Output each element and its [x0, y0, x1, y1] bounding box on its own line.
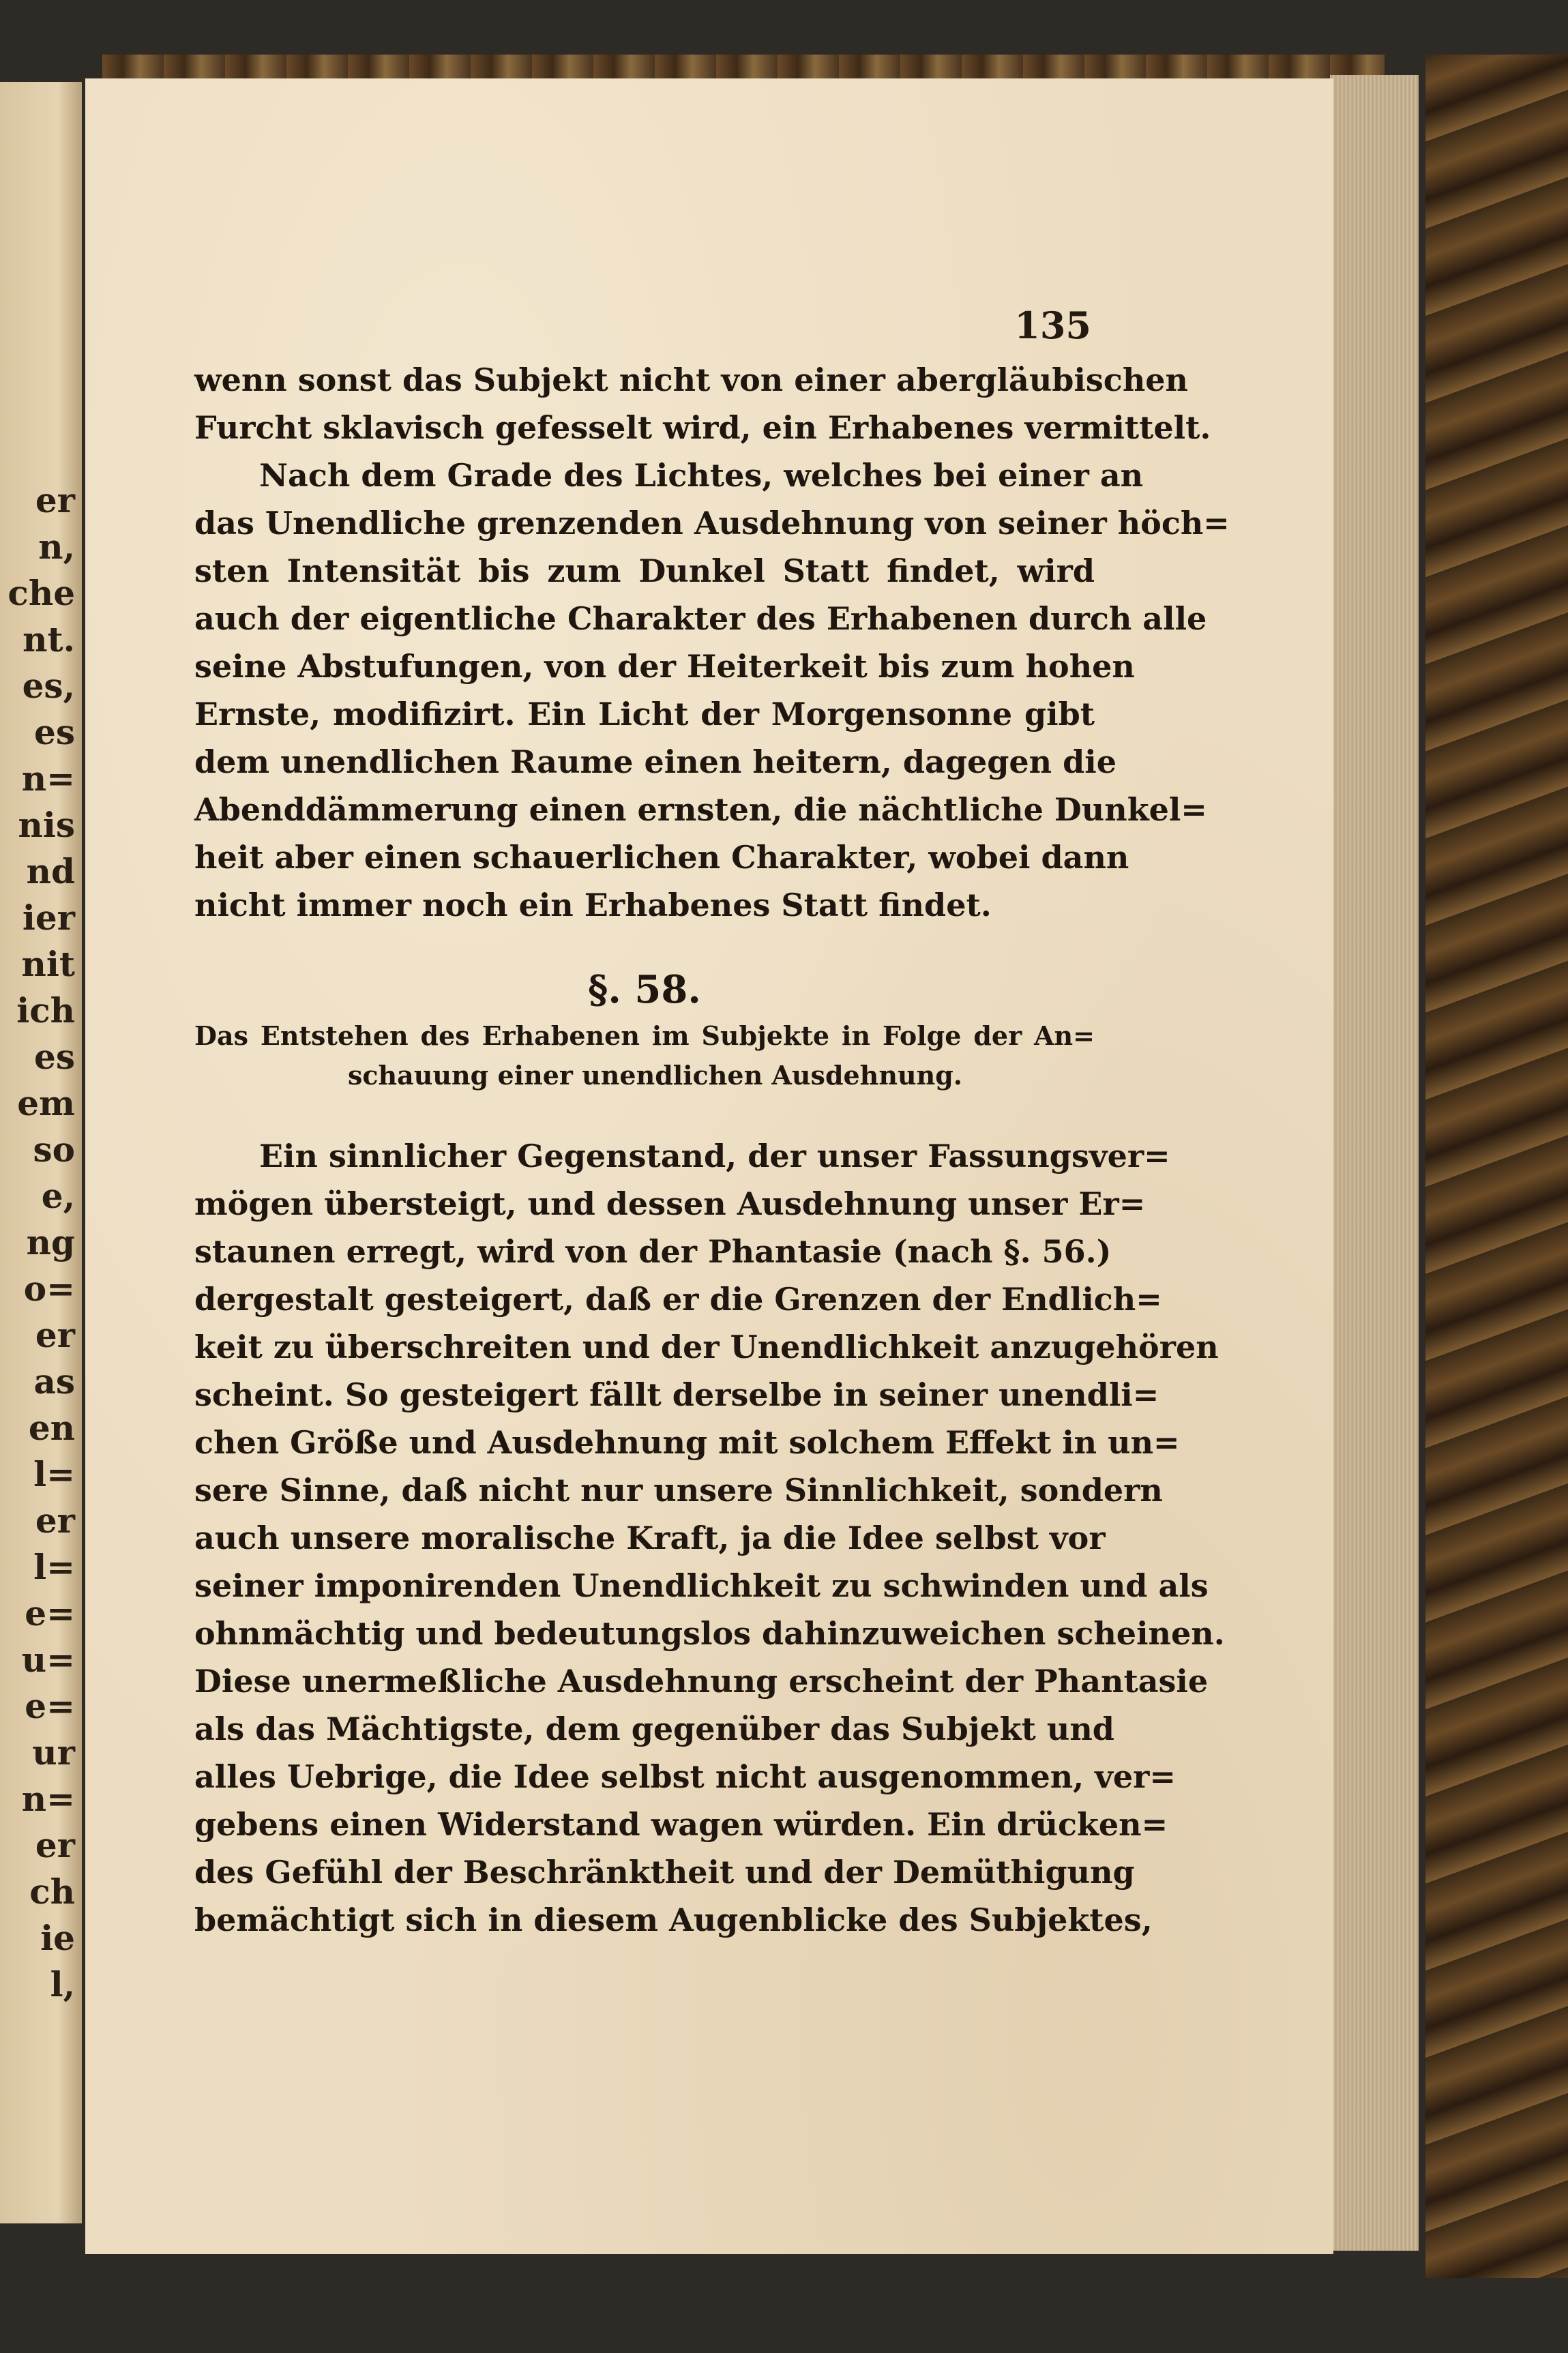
text-line: seine Abstufungen, von der Heiterkeit bis zum hohen [194, 648, 1135, 685]
left-page-fragment: es [34, 712, 75, 752]
text-line: seiner imponirenden Unendlichkeit zu schwinden und als [194, 1567, 1209, 1604]
left-page-fragment: u= [21, 1640, 75, 1680]
left-page-fragment: o= [23, 1269, 75, 1309]
left-page-fragment: ur [32, 1732, 75, 1773]
left-page-fragment: che [8, 573, 75, 613]
text-line: als das Mächtigste, dem gegenüber das Subjekt und [194, 1711, 1114, 1747]
left-page-text-fragments [0, 477, 75, 2008]
left-page-fragment: so [33, 1129, 75, 1170]
left-page-fragment: nt. [23, 619, 75, 660]
left-page-fragment: e, [41, 1176, 75, 1216]
left-page-fragment: nis [18, 805, 75, 845]
text-line: Furcht sklavisch gefesselt wird, ein Erhabenes vermittelt. [194, 409, 1211, 446]
text-line: dem unendlichen Raume einen heitern, dagegen die [194, 743, 1117, 780]
left-page-fragment: l= [33, 1454, 75, 1494]
text-line: Nach dem Grade des Lichtes, welches bei einer an [259, 457, 1144, 494]
left-page-fragment: es, [22, 666, 75, 706]
text-line: alles Uebrige, die Idee selbst nicht ausgenommen, ver= [194, 1758, 1176, 1795]
paragraph-3 [194, 1132, 1225, 1944]
left-page-fragment: l, [50, 1964, 75, 2004]
section-heading-line: schauung einer unendlichen Ausdehnung. [348, 1060, 962, 1091]
left-page-fragment: er [35, 1315, 75, 1355]
left-page-fragment: nd [26, 851, 75, 891]
left-page-fragment: es [34, 1037, 75, 1077]
page-number: 135 [1014, 304, 1091, 347]
text-line: sten Intensität bis zum Dunkel Statt findet, wird [194, 552, 1095, 589]
left-page-fragment: e= [25, 1593, 75, 1633]
text-line: Diese unermeßliche Ausdehnung erscheint der Phantasie [194, 1663, 1209, 1700]
left-page-fragment: em [17, 1083, 75, 1123]
left-page-fragment: nit [21, 944, 75, 984]
left-page-fragment: n= [21, 1779, 75, 1819]
text-line: auch der eigentliche Charakter des Erhabenen durch alle [194, 600, 1207, 637]
left-page-fragment: ier [22, 898, 75, 938]
left-page-fragment: ng [26, 1222, 75, 1262]
left-page-fragment: ie [40, 1918, 75, 1958]
text-line: auch unsere moralische Kraft, ja die Idee selbst vor [194, 1520, 1106, 1556]
left-page-fragment: n= [21, 758, 75, 799]
text-line: des Gefühl der Beschränktheit und der Demüthigung [194, 1854, 1135, 1891]
left-page-fragment: l= [33, 1547, 75, 1587]
text-line: scheint. So gesteigert fällt derselbe in seiner unendli= [194, 1376, 1159, 1413]
text-line: mögen übersteigt, und dessen Ausdehnung unser Er= [194, 1185, 1146, 1222]
text-line: Ernste, modifizirt. Ein Licht der Morgensonne gibt [194, 696, 1095, 732]
section-number: §. 58. [588, 967, 701, 1012]
page-edges [1330, 75, 1419, 2251]
text-line: bemächtigt sich in diesem Augenblicke des Subjektes, [194, 1901, 1153, 1938]
section-heading [194, 1016, 1095, 1095]
text-line: ohnmächtig und bedeutungslos dahinzuweichen scheinen. [194, 1615, 1225, 1652]
left-page-fragment: er [35, 480, 75, 520]
left-page-fragment: e= [25, 1686, 75, 1726]
left-page-fragment: as [33, 1361, 75, 1402]
left-page-fragment: n, [38, 527, 75, 567]
book-cover-right [1425, 55, 1568, 2278]
left-page-fragment: en [28, 1408, 75, 1448]
left-page-fragment: ich [16, 990, 75, 1031]
paragraph-2 [194, 452, 1230, 929]
text-line: wenn sonst das Subjekt nicht von einer abergläubischen [194, 361, 1188, 398]
section-heading-line: Das Entstehen des Erhabenen im Subjekte in Folge der An= [194, 1020, 1095, 1051]
text-line: keit zu überschreiten und der Unendlichkeit anzugehören [194, 1329, 1219, 1365]
text-line: das Unendliche grenzenden Ausdehnung von seiner höch= [194, 505, 1230, 542]
text-line: staunen erregt, wird von der Phantasie (nach §. 56.) [194, 1233, 1112, 1270]
text-line: Abenddämmerung einen ernsten, die nächtliche Dunkel= [194, 791, 1207, 828]
text-line: Ein sinnlicher Gegenstand, der unser Fassungsver= [259, 1138, 1170, 1174]
text-line: nicht immer noch ein Erhabenes Statt findet. [194, 887, 992, 923]
left-page [0, 82, 82, 2223]
text-line: gebens einen Widerstand wagen würden. Ein drücken= [194, 1806, 1168, 1843]
book-binding-top [102, 55, 1385, 82]
left-page-fragment: er [35, 1500, 75, 1541]
paragraph-1 [194, 356, 1211, 452]
text-line: chen Größe und Ausdehnung mit solchem Effekt in un= [194, 1424, 1180, 1461]
left-page-fragment: ch [29, 1871, 75, 1912]
text-line: heit aber einen schauerlichen Charakter, wobei dann [194, 839, 1129, 876]
text-line: sere Sinne, daß nicht nur unsere Sinnlichkeit, sondern [194, 1472, 1163, 1509]
left-page-fragment: er [35, 1825, 75, 1865]
text-line: dergestalt gesteigert, daß er die Grenzen der Endlich= [194, 1281, 1162, 1318]
